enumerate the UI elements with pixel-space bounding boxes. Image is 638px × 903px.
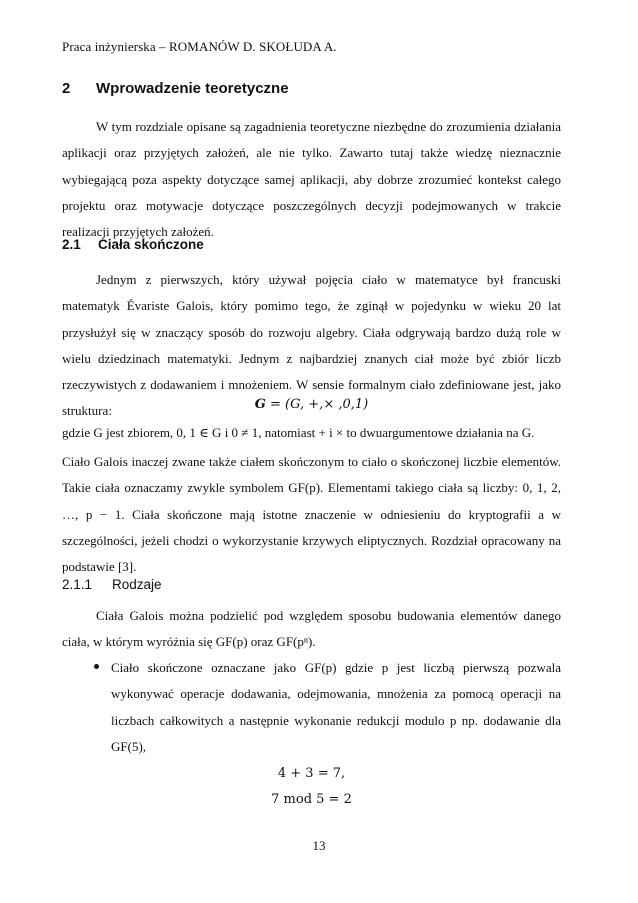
bullet-list-item (94, 655, 561, 760)
equation-addition: 4 + 3 = 7, (277, 766, 346, 781)
subsubsection-heading (62, 577, 162, 592)
bullet-text: Ciało skończone oznaczane jako GF(p) gdzie p jest liczbą pierwszą pozwala wykonywać operacje dodawania, odejmowania, mnożenia za pomocą operacji na liczbach całkowitych a następnie wykonanie redukcji modulo p np. dodawanie dla GF(5), (111, 660, 561, 754)
subsection-title: Ciała skończone (98, 237, 204, 252)
equation-rest: = (G, +,× ,0,1) (265, 397, 369, 412)
equation-bold-symbol: G (254, 397, 266, 412)
subsubsection-number: 2.1.1 (62, 577, 93, 592)
paragraph-types: Ciała Galois można podzielić pod względem sposobu budowania elementów danego ciała, w którym wyróżnia się GF(p) oraz GF(pⁿ). (62, 608, 561, 650)
section-heading (62, 80, 289, 97)
subsection-heading (62, 237, 204, 252)
section-title: Wprowadzenie teoretyczne (96, 80, 289, 97)
subsubsection-title: Rodzaje (112, 577, 162, 592)
paragraph-galois-history: Jednym z pierwszych, który używał pojęcia ciało w matematyce był francuski matematyk Évariste Galois, który pomimo tego, że zginął w pojedynku w wieku 20 lat przysłużył się w znaczący sposób do rozwoju algebry. Ciała odgrywają bardzo dużą role w wielu dziedzinach matematyki. Jednym z najbardziej znanych ciał może być zbiór liczb rzeczywistych z dodawaniem i mnożeniem. W sensie formalnym ciało zdefiniowane jest, jako struktura: (62, 272, 561, 419)
intro-paragraph: W tym rozdziale opisane są zagadnienia teoretyczne niezbędne do zrozumienia działania aplikacji oraz przyjętych założeń, ale nie tylko. Zawarto tutaj także wiedzę nieznacznie wybiegającą poza aspekty dotyczące samej aplikacji, aby dobrze zrozumieć kontekst całego projektu oraz motywacje dotyczące poszczególnych decyzji podejmowanych w trakcie realizacji przyjętych założeń. (62, 119, 561, 240)
subsection-number: 2.1 (62, 237, 81, 252)
page-number: 13 (312, 838, 326, 853)
equation-modulo: 7 mod 5 = 2 (271, 792, 352, 807)
paragraph-definition: gdzie G jest zbiorem, 0, 1 ∈ G i 0 ≠ 1, natomiast + i × to dwuargumentowe działania na G. (62, 425, 535, 440)
section-number: 2 (62, 80, 71, 97)
running-header: Praca inżynierska – ROMANÓW D. SKOŁUDA A. (62, 39, 337, 54)
paragraph-galois-field: Ciało Galois inaczej zwane także ciałem skończonym to ciało o skończonej liczbie elementów. Takie ciała oznaczamy zwykle symbolem GF(p). Elementami takiego ciała są liczby: 0, 1, 2, …, p − 1. Ciała skończone mają istotne znaczenie w odniesieniu do kryptografii a w szczególności, jeżeli chodzi o wykorzystanie krzywych eliptycznych. Rozdział opracowany na podstawie [3]. (62, 454, 561, 575)
equation-field-structure (62, 397, 561, 412)
bullet-icon (94, 664, 99, 669)
